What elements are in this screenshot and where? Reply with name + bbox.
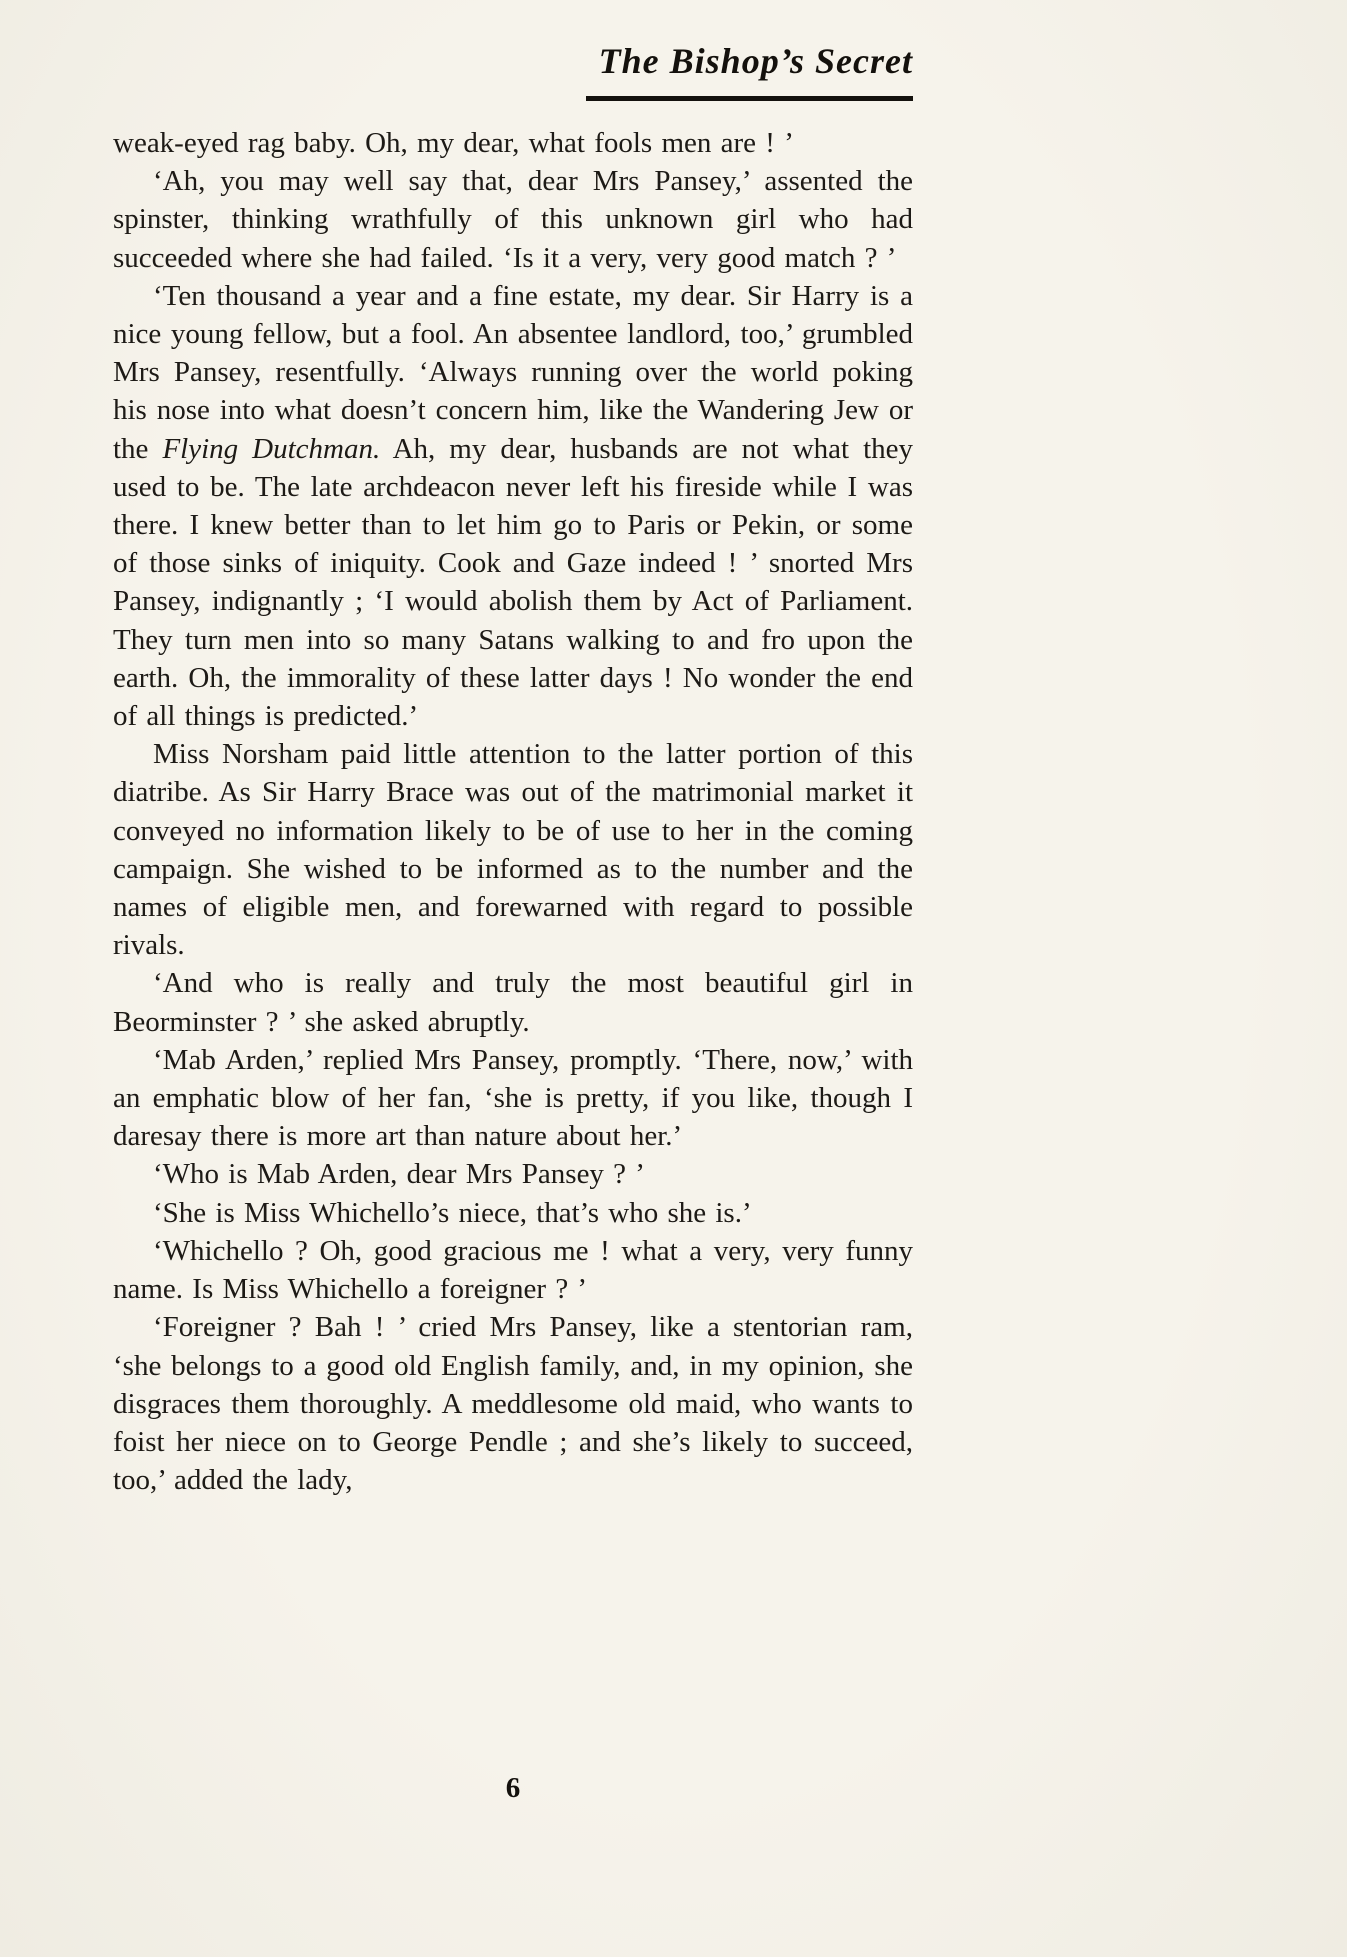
text-run: ‘And who is really and truly the most beautiful girl in Beorminster ? ’ she asked abruptly. xyxy=(113,967,913,1038)
text-run: Ah, my dear, husbands are not what they used to be. The late archdeacon never left his fireside while I was there. I knew better than to let him go to Paris or Pekin, or some of those sinks of iniquity. Cook and Gaze indeed ! ’ snorted Mrs Pansey, indignantly ; ‘I would abolish them by Act of Parliament. They turn men into so many Satans walking to and fro upon the earth. Oh, the immorality of these latter days ! No wonder the end of all things is predicted.’ xyxy=(113,432,914,733)
paragraph xyxy=(113,964,913,1040)
paragraph xyxy=(113,1232,913,1308)
paragraph xyxy=(113,1308,913,1499)
page-text xyxy=(113,124,913,1499)
paragraph xyxy=(113,1155,913,1193)
text-run: ‘She is Miss Whichello’s niece, that’s who she is.’ xyxy=(153,1196,752,1229)
italic-text-run: Flying Dutchman. xyxy=(162,432,381,465)
text-run: ‘Mab Arden,’ replied Mrs Pansey, promptly. ‘There, now,’ with an emphatic blow of her fan, ‘she is pretty, if you like, though I daresay there is more art than nature about her.’ xyxy=(113,1043,913,1153)
paragraph xyxy=(113,162,913,277)
running-head xyxy=(113,40,913,82)
paragraph xyxy=(113,124,913,162)
page-title: The Bishop’s Secret xyxy=(598,41,913,81)
text-run: Miss Norsham paid little attention to the latter portion of this diatribe. As Sir Harry Brace was out of the matrimonial market it conveyed no information likely to be of use to her in the coming campaign. She wished to be informed as to the number and the names of eligible men, and forewarned with regard to possible rivals. xyxy=(113,738,913,962)
text-run: ‘Ah, you may well say that, dear Mrs Pansey,’ assented the spinster, thinking wrathfully of this unknown girl who had succeeded where she had failed. ‘Is it a very, very good match ? ’ xyxy=(113,165,913,274)
text-run: ‘Whichello ? Oh, good gracious me ! what a very, very funny name. Is Miss Whichello a foreigner ? ’ xyxy=(113,1234,913,1306)
title-rule-divider xyxy=(586,96,913,101)
paragraph xyxy=(113,1041,913,1156)
paragraph xyxy=(113,277,913,735)
page-number: 6 xyxy=(505,1772,521,1804)
text-run: ‘Who is Mab Arden, dear Mrs Pansey ? ’ xyxy=(153,1158,645,1191)
text-run: ‘Foreigner ? Bah ! ’ cried Mrs Pansey, like a stentorian ram, ‘she belongs to a good old English family, and, in my opinion, she disgraces them thoroughly. A meddlesome old maid, who wants to foist her niece on to George Pendle ; and she’s likely to succeed, too,’ added the lady, xyxy=(113,1311,913,1497)
text-run: weak-eyed rag baby. Oh, my dear, what fools men are ! ’ xyxy=(113,127,794,159)
text-run: ‘Ten thousand a year and a fine estate, my dear. Sir Harry is a nice young fellow, but a fool. An absentee landlord, too,’ grumbled Mrs Pansey, resentfully. ‘Always running over the world poking his nose into what doesn’t concern him, like the Wandering Jew or the xyxy=(113,279,913,465)
paragraph xyxy=(113,1194,913,1232)
paragraph xyxy=(113,735,913,964)
